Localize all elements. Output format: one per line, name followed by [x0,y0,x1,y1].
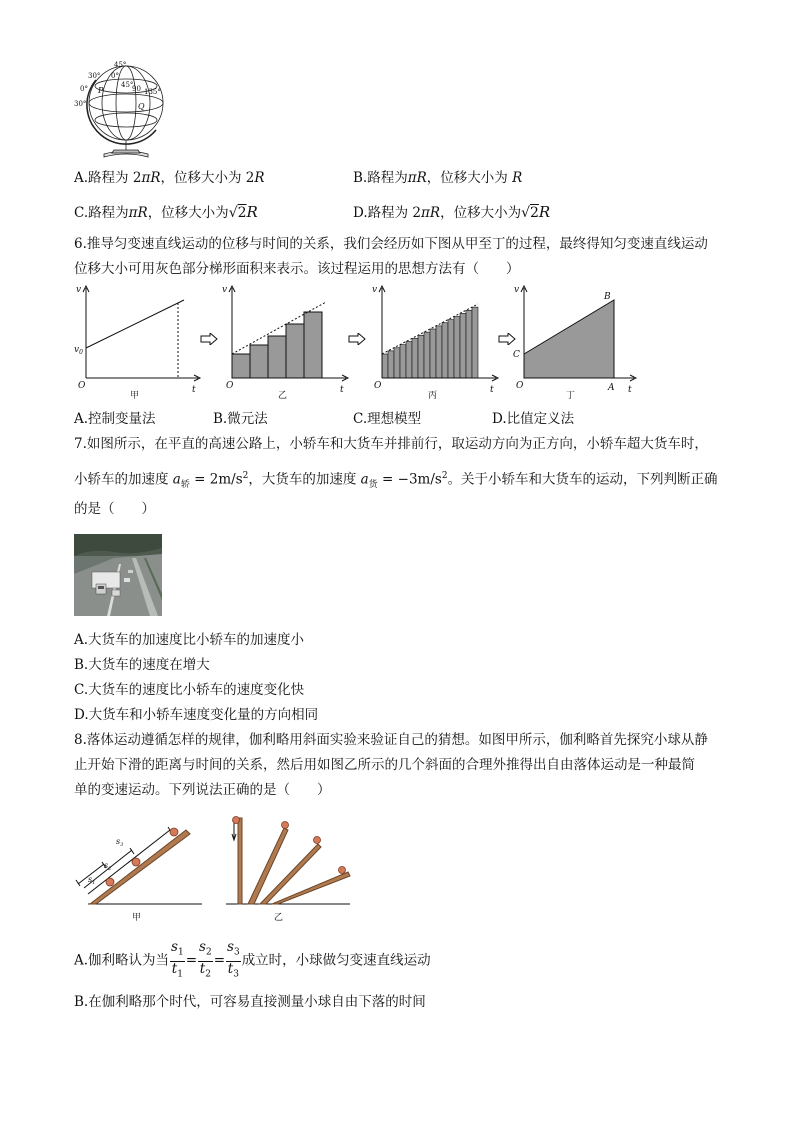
bing-bar [418,335,424,378]
stem-text: ，大货车的加速度 [248,471,361,488]
q6-graph-jia [74,282,204,402]
q8-stem-line3: 单的变速运动。下列说法正确的是（ ） [74,782,331,798]
q8-option-a[interactable]: A.伽利略认为当 $\frac{s_1}{t_1}$ = $\frac{s_2}{t_2}$ = $\frac{s_3}{t_3}$ 成立时，小球做匀变速直线运动 [74,940,431,982]
jia-v-label: v [76,285,82,295]
ball-mid [314,837,321,844]
yi-v-label: v [222,285,228,295]
accel-value-truck: = −3m/s [377,471,442,488]
fraction-s1-t1: $\frac{s_1}{t_1}$ [171,939,184,980]
ding-c-label: C [513,350,520,360]
q7-stem-line1: 7.如图所示，在平直的高速公路上，小轿车和大货车并排前行，取运动方向为正方向，小轿车超大货车时， [74,436,708,452]
accel-sub-car: 轿 [180,480,190,491]
radius-symbol: R [429,205,441,221]
accel-value-car: = 2m/s [189,471,243,488]
ball-steep [282,822,289,829]
globe-point-p: P [98,86,104,95]
arrow-icon [200,333,218,345]
globe-point-q: Q [138,102,145,111]
radius-symbol: R [512,170,523,186]
jia-o-label: O [78,381,86,391]
q7-option-a[interactable]: A.大货车的加速度比小轿车的加速度小 [74,632,305,648]
q7-option-b[interactable]: B.大货车的速度在增大 [74,657,210,673]
bing-bar [400,345,406,378]
q7-option-d[interactable]: D.大货车和小轿车速度变化量的方向相同 [74,707,319,723]
ding-o-label: O [516,381,524,391]
q7-stem-line3: 的是（ ） [74,501,155,517]
s3-label: $s_3$ [116,837,124,848]
option-text: A.伽利略认为当 [74,952,170,969]
ball-1 [106,878,114,886]
bing-bar [460,313,466,378]
globe-lat-30s: 30° [74,100,87,108]
bing-bar [388,351,394,378]
option-text: ，位移大小为 [440,205,522,221]
q8-stem-line1: 8.落体运动遵循怎样的规律，伽利略用斜面实验来验证自己的猜想。如图甲所示，伽利略首先探究小球从静 [74,732,708,748]
jia-v0-label: $v_0$ [74,345,83,356]
pi-symbol: π [141,170,151,186]
option-letter: B. [353,170,368,186]
bing-bar [424,332,430,378]
stem-text: 小轿车的加速度 [74,471,173,488]
q7-stem-line2: 小轿车的加速度 $a_轿 = 2m/s^2$，大货车的加速度 $a_货 = -3m/s^2$。关于小轿车和大货车的运动，下列判断正确 [74,471,718,491]
bing-bar [430,329,436,378]
bing-bar [406,342,412,379]
jia-t-label: t [192,385,196,395]
fraction-s3-t3: $\frac{s_3}{t_3}$ [227,939,240,980]
q5-option-b[interactable] [353,168,522,188]
q6-option-a[interactable]: A.控制变量法 [74,411,156,427]
jia-fig-caption: 甲 [132,913,142,923]
q8-figure-jia [74,814,204,926]
q8-option-b[interactable]: B.在伽利略那个时代，可容易直接测量小球自由下落的时间 [74,994,426,1010]
option-letter: D. [353,205,368,221]
q6-graph-ding [512,282,642,402]
globe-lat-45: 45° [114,61,127,69]
q6-graph-yi [222,282,352,402]
bing-v-label: v [372,285,378,295]
accel-sub-truck: 货 [368,480,378,491]
globe-lat-0: 0° [80,85,88,93]
option-text: ，位移大小为 2 [160,170,255,186]
ding-t-label: t [628,385,632,395]
ball-3 [170,828,178,836]
option-text: 成立时，小球做匀变速直线运动 [241,952,431,969]
option-letter: A. [74,170,89,186]
ding-b-label: B [604,292,611,302]
q5-option-a[interactable] [74,168,265,188]
option-text: 路程为 2 [88,170,142,186]
q8-stem-line2: 止开始下滑的距离与时间的关系，然后用如图乙所示的几个斜面的合理外推得出自由落体运动是一种最简 [74,757,695,773]
globe-lon-135: 135° [144,88,161,96]
q6-option-d[interactable]: D.比值定义法 [492,411,575,427]
globe-lat-30n: 30° [88,72,101,80]
bing-bar [394,348,400,378]
fraction-s2-t2: $\frac{s_2}{t_2}$ [199,939,212,980]
bing-bar [448,320,454,378]
bing-bar [466,310,472,378]
sqrt2-symbol: √2 [521,205,539,221]
q8-figure-yi [222,814,354,926]
stem-text: 。关于小轿车和大货车的运动，下列判断正确 [447,471,718,488]
highway-photo [74,534,162,616]
q5-option-d[interactable] [353,202,550,223]
jia-caption: 甲 [130,391,140,401]
option-text: 路程为 2 [367,205,422,221]
sqrt2-symbol: √2 [228,205,247,221]
q6-stem-line2: 位移大小可用灰色部分梯形面积来表示。该过程运用的思想方法有（ ） [74,261,520,277]
option-text: 路程为 [88,205,129,221]
pi-symbol: π [128,205,138,221]
bing-bar [442,323,448,378]
ball-2 [132,858,140,866]
pi-symbol: π [407,170,417,186]
q6-graph-bing [372,282,502,402]
radius-symbol: R [150,170,161,186]
s1-label: $s_1$ [88,875,96,886]
ball-vertical [233,817,240,824]
option-letter: C. [74,205,89,221]
bing-t-label: t [490,385,494,395]
s2-label: $s_2$ [104,861,112,872]
option-text: ，位移大小为 [426,170,513,186]
yi-fig-caption: 乙 [274,913,284,923]
globe-lon-45: 45° [121,81,134,89]
radius-symbol: R [246,203,258,221]
ding-v-label: v [514,285,520,295]
radius-symbol: R [137,205,148,221]
ding-caption: 丁 [566,391,576,401]
option-text: ，位移大小为 [147,205,229,221]
globe-lon-90: 90 [132,85,141,93]
radius-symbol: R [254,170,265,186]
radius-symbol: R [538,203,551,221]
bing-bar [436,326,442,378]
yi-caption: 乙 [278,391,288,401]
globe-lon-0: 0° [111,72,119,80]
bing-bar [472,307,478,378]
bing-bar [382,354,388,378]
ding-a-label: A [608,383,615,393]
q5-option-c[interactable] [74,202,258,223]
option-text: 路程为 [367,170,408,186]
pi-symbol: π [421,205,430,221]
yi-o-label: O [226,381,234,391]
bing-caption: 丙 [428,391,438,401]
accel-symbol: a [172,471,181,488]
bing-bar [412,338,418,378]
ball-shallow [339,867,346,874]
yi-t-label: t [340,385,344,395]
bing-bar [454,317,460,379]
accel-symbol: a [360,471,369,488]
q6-option-c[interactable]: C.理想模型 [353,411,422,427]
q7-option-c[interactable]: C.大货车的速度比小轿车的速度变化快 [74,682,305,698]
bing-o-label: O [374,381,382,391]
radius-symbol: R [416,170,427,186]
q6-stem-line1: 6.推导匀变速直线运动的位移与时间的关系，我们会经历如下图从甲至丁的过程，最终得知匀变速直线运动 [74,236,708,252]
q6-option-b[interactable]: B.微元法 [213,411,268,427]
globe-figure [74,58,174,162]
arrow-icon [348,333,366,345]
